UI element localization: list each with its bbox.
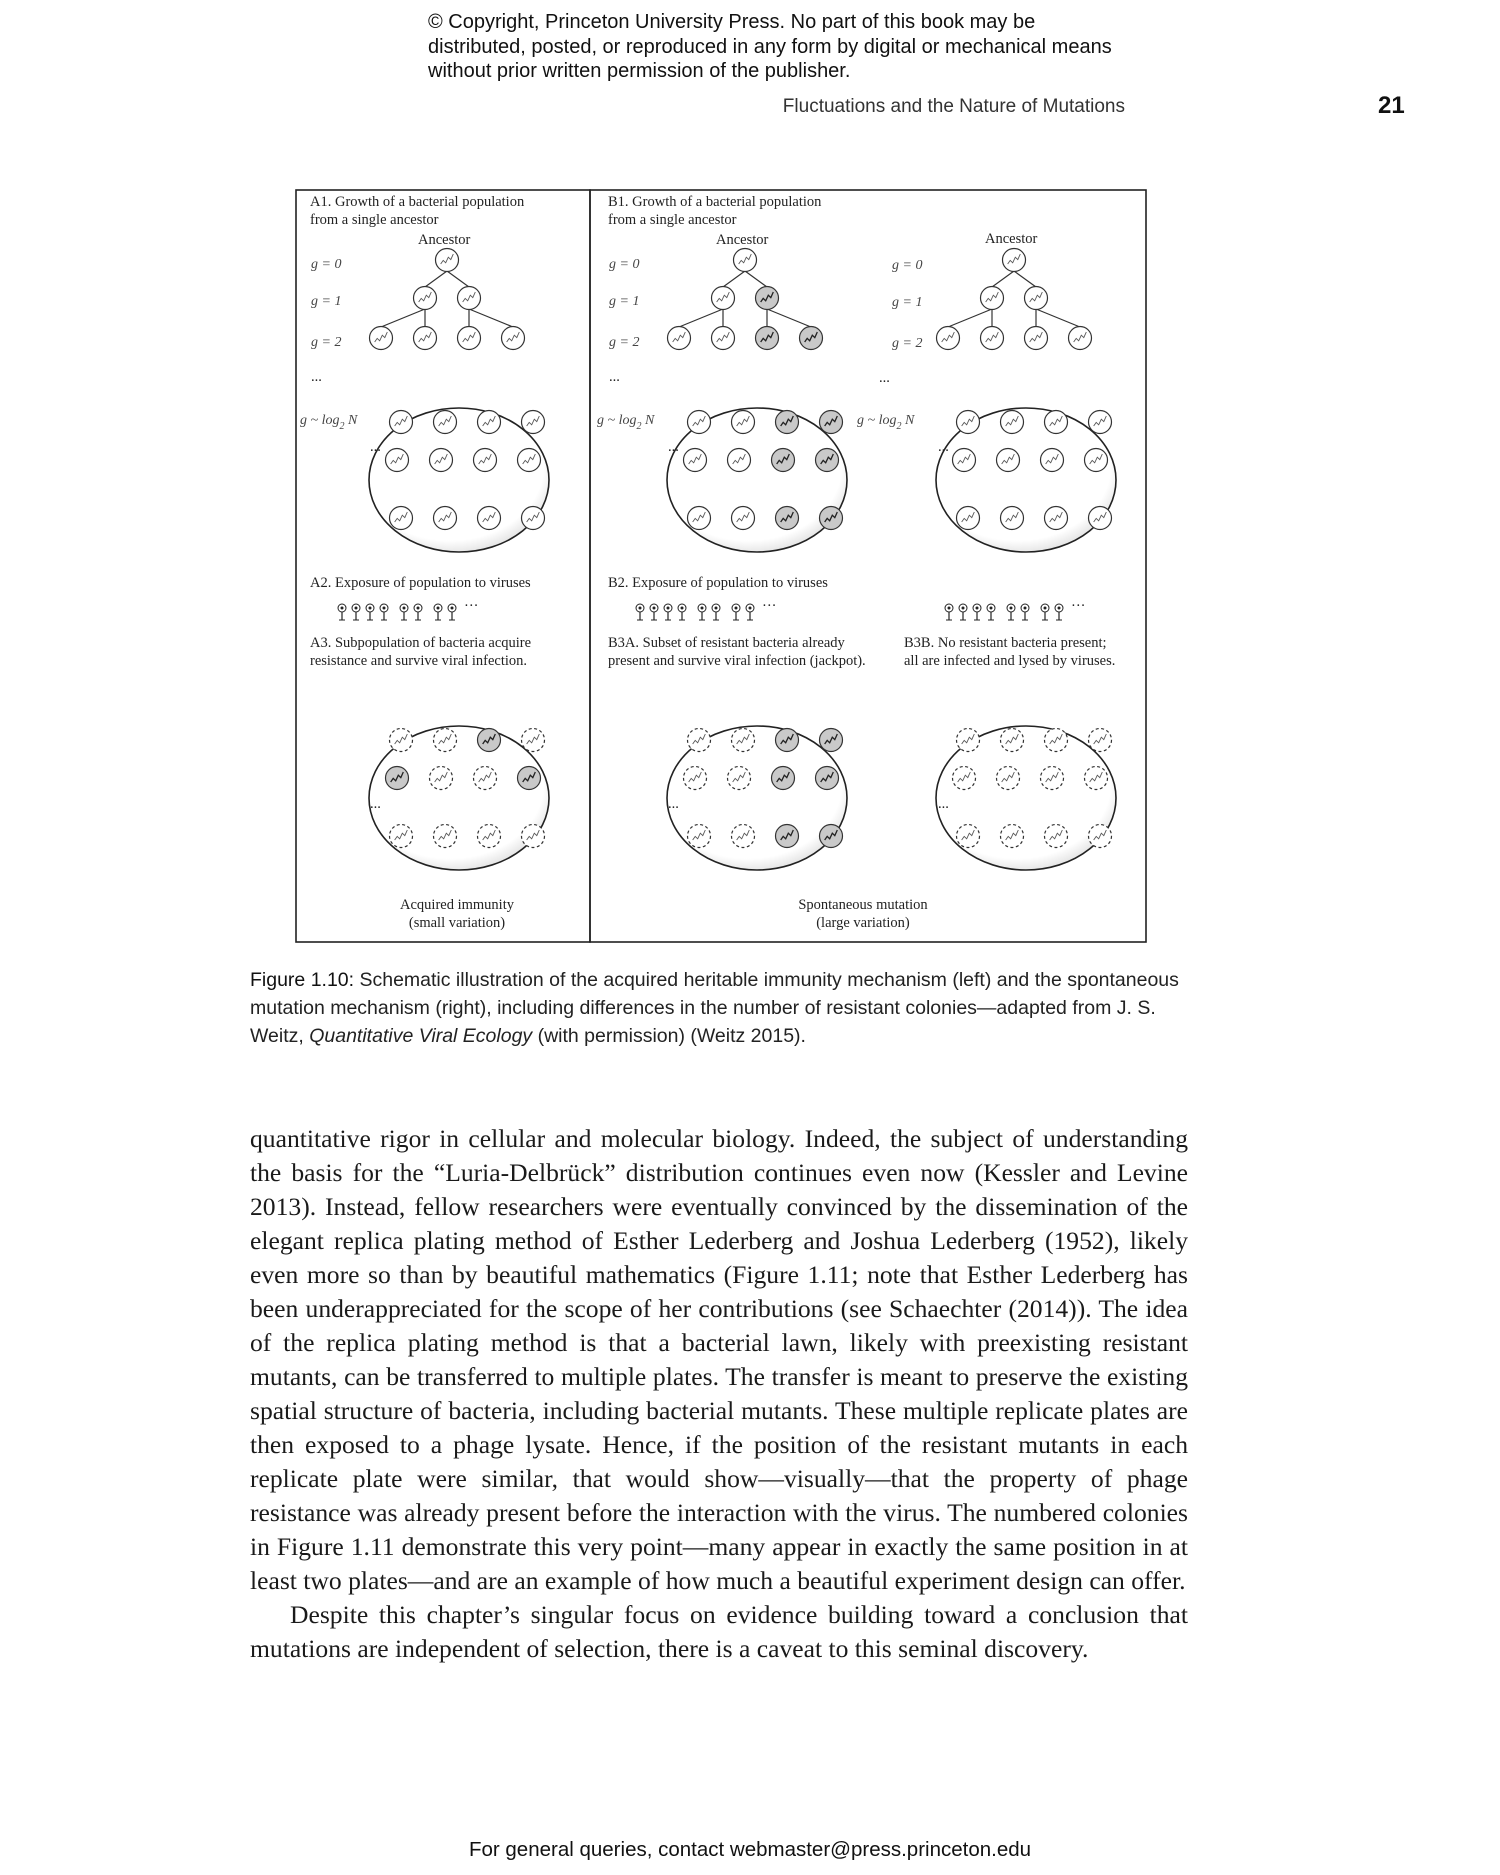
panel-b2-title: B2. Exposure of population to viruses <box>608 575 828 591</box>
virus-particle <box>698 604 706 620</box>
lysed-bacterium <box>434 729 457 752</box>
bacterium <box>1089 507 1112 530</box>
panel-a1-title-line1: A1. Growth of a bacterial population <box>310 194 525 210</box>
virus-particle <box>945 604 953 620</box>
virus-core <box>369 607 372 610</box>
lineage-branch <box>723 271 745 287</box>
resistant-bacterium <box>772 767 795 790</box>
running-head: Fluctuations and the Nature of Mutations <box>782 96 1125 117</box>
generation-label: g = 2 <box>609 335 640 350</box>
panel-a3-title-line1: A3. Subpopulation of bacteria acquire <box>310 635 532 651</box>
lysed-bacterium <box>728 767 751 790</box>
virus-core <box>451 607 454 610</box>
generation-label: g = 2 <box>311 335 342 350</box>
lysed-bacterium <box>390 729 413 752</box>
figure-caption <box>250 966 1190 1050</box>
lineage-branch <box>679 309 723 327</box>
bacterium <box>957 507 980 530</box>
bacterium <box>1089 411 1112 434</box>
bacterium <box>370 327 393 350</box>
ancestor-label-b: Ancestor <box>716 232 769 248</box>
bacterium <box>1069 327 1092 350</box>
panel-a2-title: A2. Exposure of population to viruses <box>310 575 531 591</box>
lineage-branch <box>469 309 513 327</box>
bacterium <box>732 411 755 434</box>
lysed-bacterium <box>1045 825 1068 848</box>
lysed-bacterium <box>522 729 545 752</box>
virus-core <box>1058 607 1061 610</box>
page-number: 21 <box>1378 92 1405 119</box>
resistant-bacterium <box>386 767 409 790</box>
resistant-bacterium <box>478 729 501 752</box>
lysed-bacterium <box>430 767 453 790</box>
virus-core <box>341 607 344 610</box>
virus-particle <box>448 604 456 620</box>
resistant-bacterium <box>816 449 839 472</box>
bacterium <box>1045 507 1068 530</box>
generation-log-label: g ~ $\log_2 N$ <box>300 413 358 432</box>
virus-particle <box>400 604 408 620</box>
virus-core <box>437 607 440 610</box>
generation-label: g = 0 <box>892 258 923 273</box>
lineage-branch <box>1036 309 1080 327</box>
virus-core <box>749 607 752 610</box>
virus-rows <box>338 598 1086 620</box>
lysed-bacterium <box>953 767 976 790</box>
lineage-branch <box>767 309 811 327</box>
generation-label: g = 0 <box>609 257 640 272</box>
lysed-bacterium <box>1089 825 1112 848</box>
ancestor-label-a: Ancestor <box>418 232 471 248</box>
lysed-bacterium <box>688 729 711 752</box>
resistant-bacterium <box>776 507 799 530</box>
footer-contact: For general queries, contact webmaster@press.princeton.edu <box>468 1838 1032 1861</box>
bacterium <box>712 327 735 350</box>
generation-label: g = 1 <box>892 295 923 310</box>
bacterium <box>518 449 541 472</box>
bacterium <box>1085 449 1108 472</box>
bacterium <box>458 327 481 350</box>
bacterium <box>474 449 497 472</box>
virus-particle <box>746 604 754 620</box>
panel-b3b-title-line1: B3B. No resistant bacteria present; <box>904 635 1107 651</box>
panel-b3b-title-line2: all are infected and lysed by viruses. <box>904 653 1116 669</box>
left-mechanism-label: Acquired immunity <box>400 897 514 913</box>
bacterium <box>522 507 545 530</box>
lysed-bacterium <box>478 825 501 848</box>
bacterium <box>688 507 711 530</box>
virus-particle <box>987 604 995 620</box>
virus-core <box>701 607 704 610</box>
bacterium <box>732 507 755 530</box>
virus-core <box>417 607 420 610</box>
plate-ellipsis: ... <box>938 796 949 812</box>
bacterium <box>728 449 751 472</box>
virus-particle <box>1007 604 1015 620</box>
virus-particle <box>352 604 360 620</box>
ancestor-label-c: Ancestor <box>985 231 1038 247</box>
resistant-bacterium <box>756 327 779 350</box>
virus-core <box>1010 607 1013 610</box>
generation-label: g = 1 <box>609 294 640 309</box>
virus-core <box>355 607 358 610</box>
bacterium <box>390 411 413 434</box>
virus-particle <box>678 604 686 620</box>
lysed-bacterium <box>732 729 755 752</box>
resistant-bacterium <box>756 287 779 310</box>
bacterium <box>1003 249 1026 272</box>
panel-b1-title-line1: B1. Growth of a bacterial population <box>608 194 822 210</box>
lysed-bacterium <box>390 825 413 848</box>
lysed-bacterium <box>1089 729 1112 752</box>
virus-particle <box>1041 604 1049 620</box>
lineage-branch <box>992 271 1014 287</box>
virus-particle <box>338 604 346 620</box>
lysed-bacterium <box>522 825 545 848</box>
bacterium <box>1045 411 1068 434</box>
resistant-bacterium <box>776 411 799 434</box>
lineage-branch <box>1014 271 1036 287</box>
resistant-bacterium <box>816 767 839 790</box>
generation-ellipsis: ... <box>311 369 322 385</box>
bacterium <box>502 327 525 350</box>
resistant-bacterium <box>776 729 799 752</box>
resistant-bacterium <box>820 825 843 848</box>
lineage-branch <box>381 309 425 327</box>
body-text <box>250 1122 1188 1666</box>
bacterium <box>458 287 481 310</box>
plate-ellipsis: ... <box>370 796 381 812</box>
bacterium <box>688 411 711 434</box>
bacterium <box>434 507 457 530</box>
lysed-bacterium <box>1085 767 1108 790</box>
virus-core <box>735 607 738 610</box>
bacterium <box>684 449 707 472</box>
plate-ellipsis: ... <box>668 796 679 812</box>
virus-core <box>1024 607 1027 610</box>
lysed-bacterium <box>688 825 711 848</box>
panel-a1-title-line2: from a single ancestor <box>310 212 439 228</box>
resistant-bacterium <box>820 729 843 752</box>
lysed-bacterium <box>732 825 755 848</box>
plate-ellipsis: ... <box>938 439 949 455</box>
resistant-bacterium <box>772 449 795 472</box>
virus-particle <box>1055 604 1063 620</box>
virus-core <box>715 607 718 610</box>
bacterium <box>436 249 459 272</box>
lysed-bacterium <box>1001 825 1024 848</box>
virus-particle <box>712 604 720 620</box>
virus-core <box>990 607 993 610</box>
virus-core <box>639 607 642 610</box>
generation-label: g = 0 <box>311 257 342 272</box>
generation-ellipsis: ... <box>879 370 890 386</box>
plate-ellipsis: ... <box>668 439 679 455</box>
lineage-branch <box>447 271 469 287</box>
panel-b3a-title-line2: present and survive viral infection (jackpot). <box>608 653 866 669</box>
bacterium <box>386 449 409 472</box>
resistant-bacterium <box>776 825 799 848</box>
lysed-bacterium <box>1001 729 1024 752</box>
lineage-branch <box>425 271 447 287</box>
virus-particle <box>973 604 981 620</box>
lysed-bacterium <box>1045 729 1068 752</box>
panel-a3-title-line2: resistance and survive viral infection. <box>310 653 528 669</box>
figure-caption-text: Schematic illustration of the acquired heritable immunity mechanism (left) and the spontaneous mutation mechanism (right), including differences in the number of resistant colonies—adapted from J. S. Weitz, <box>250 969 1179 1047</box>
right-mechanism-label: Spontaneous mutation <box>798 897 928 913</box>
resistant-bacterium <box>820 507 843 530</box>
figure-caption-label: Figure 1.10: <box>250 969 355 991</box>
left-mechanism-sublabel: (small variation) <box>408 915 506 931</box>
bacterium <box>478 411 501 434</box>
virus-row-ellipsis: ··· <box>762 598 777 614</box>
bacterium <box>668 327 691 350</box>
plate-ellipsis: ... <box>370 439 381 455</box>
virus-particle <box>664 604 672 620</box>
bacterium <box>734 249 757 272</box>
copyright-notice: © Copyright, Princeton University Press. No part of this book may be distributed, posted, or reproduced in any form by digital or mechanical means without prior written permission of the publisher. <box>428 11 1112 82</box>
bacterium <box>937 327 960 350</box>
lysed-bacterium <box>957 729 980 752</box>
resistant-bacterium <box>518 767 541 790</box>
virus-core <box>403 607 406 610</box>
bacterium <box>957 411 980 434</box>
virus-particle <box>434 604 442 620</box>
bacterium <box>712 287 735 310</box>
lysed-bacterium <box>684 767 707 790</box>
body-paragraph: Despite this chapter’s singular focus on evidence building toward a conclusion that mutations are independent of selection, there is a caveat to this seminal discovery. <box>250 1600 1188 1663</box>
virus-core <box>976 607 979 610</box>
virus-core <box>681 607 684 610</box>
generation-label: g = 1 <box>311 294 342 309</box>
panel-b1-title-line2: from a single ancestor <box>608 212 737 228</box>
resistant-bacterium <box>820 411 843 434</box>
figure-schematic <box>292 188 1152 948</box>
virus-particle <box>959 604 967 620</box>
virus-particle <box>414 604 422 620</box>
generation-ellipsis: ... <box>609 369 620 385</box>
bacterium <box>414 287 437 310</box>
figure-caption-text-end: (with permission) (Weitz 2015). <box>532 1025 806 1047</box>
virus-row-ellipsis: ··· <box>1071 598 1086 614</box>
virus-core <box>1044 607 1047 610</box>
bacterium <box>953 449 976 472</box>
virus-particle <box>380 604 388 620</box>
body-paragraph: quantitative rigor in cellular and molecular biology. Indeed, the subject of understanding the basis for the “Luria-Delbrück” distribution continues even now (Kessler and Levine 2013). Instead, fellow researchers were eventually convinced by the dissemination of the elegant replica plating method of Esther Lederberg and Joshua Lederberg (1952), likely even more so than by beautiful mathematics (Figure 1.11; note that Esther Lederberg has been underappreciated for the scope of her contributions (see Schaechter (2014)). The idea of the replica plating method is that a bacterial lawn, likely with preexisting resistant mutants, can be transferred to multiple plates. The transfer is meant to preserve the existing spatial structure of bacteria, including bacterial mutants. These multiple replicate plates are then exposed to a phage lysate. Hence, if the position of the resistant mutants in each replicate plate were similar, that would show—visually—that the property of phage resistance was already present before the interaction with the virus. The numbered colonies in Figure 1.11 demonstrate this very point—many appear in exactly the same position in at least two plates—and are an example of how much a beautiful experiment design can offer. <box>250 1124 1188 1595</box>
bacterium <box>430 449 453 472</box>
generation-label: g = 2 <box>892 336 923 351</box>
bacterium <box>522 411 545 434</box>
bacterium <box>478 507 501 530</box>
lineage-branch <box>745 271 767 287</box>
right-mechanism-sublabel: (large variation) <box>816 915 910 931</box>
virus-particle <box>366 604 374 620</box>
lysed-bacterium <box>434 825 457 848</box>
virus-particle <box>732 604 740 620</box>
virus-core <box>653 607 656 610</box>
virus-core <box>383 607 386 610</box>
lysed-bacterium <box>474 767 497 790</box>
virus-core <box>962 607 965 610</box>
bacterium <box>1041 449 1064 472</box>
generation-log-label: g ~ $\log_2 N$ <box>597 413 655 432</box>
virus-core <box>667 607 670 610</box>
bacterium <box>1001 411 1024 434</box>
bacterium <box>1025 287 1048 310</box>
resistant-bacterium <box>800 327 823 350</box>
bacterium <box>1025 327 1048 350</box>
lysed-bacterium <box>997 767 1020 790</box>
virus-particle <box>650 604 658 620</box>
lineage-branch <box>948 309 992 327</box>
virus-particle <box>1021 604 1029 620</box>
bacterium <box>1001 507 1024 530</box>
bacterium <box>997 449 1020 472</box>
panel-b3a-title-line1: B3A. Subset of resistant bacteria already <box>608 635 845 651</box>
virus-particle <box>636 604 644 620</box>
figure-caption-book-title: Quantitative Viral Ecology <box>309 1025 533 1047</box>
bacterium <box>434 411 457 434</box>
lysed-bacterium <box>957 825 980 848</box>
bacterium <box>981 287 1004 310</box>
bacterium <box>390 507 413 530</box>
bacterium <box>414 327 437 350</box>
virus-row-ellipsis: ··· <box>464 598 479 614</box>
bacterium <box>981 327 1004 350</box>
virus-core <box>948 607 951 610</box>
generation-log-label: g ~ $\log_2 N$ <box>857 413 915 432</box>
lysed-bacterium <box>1041 767 1064 790</box>
